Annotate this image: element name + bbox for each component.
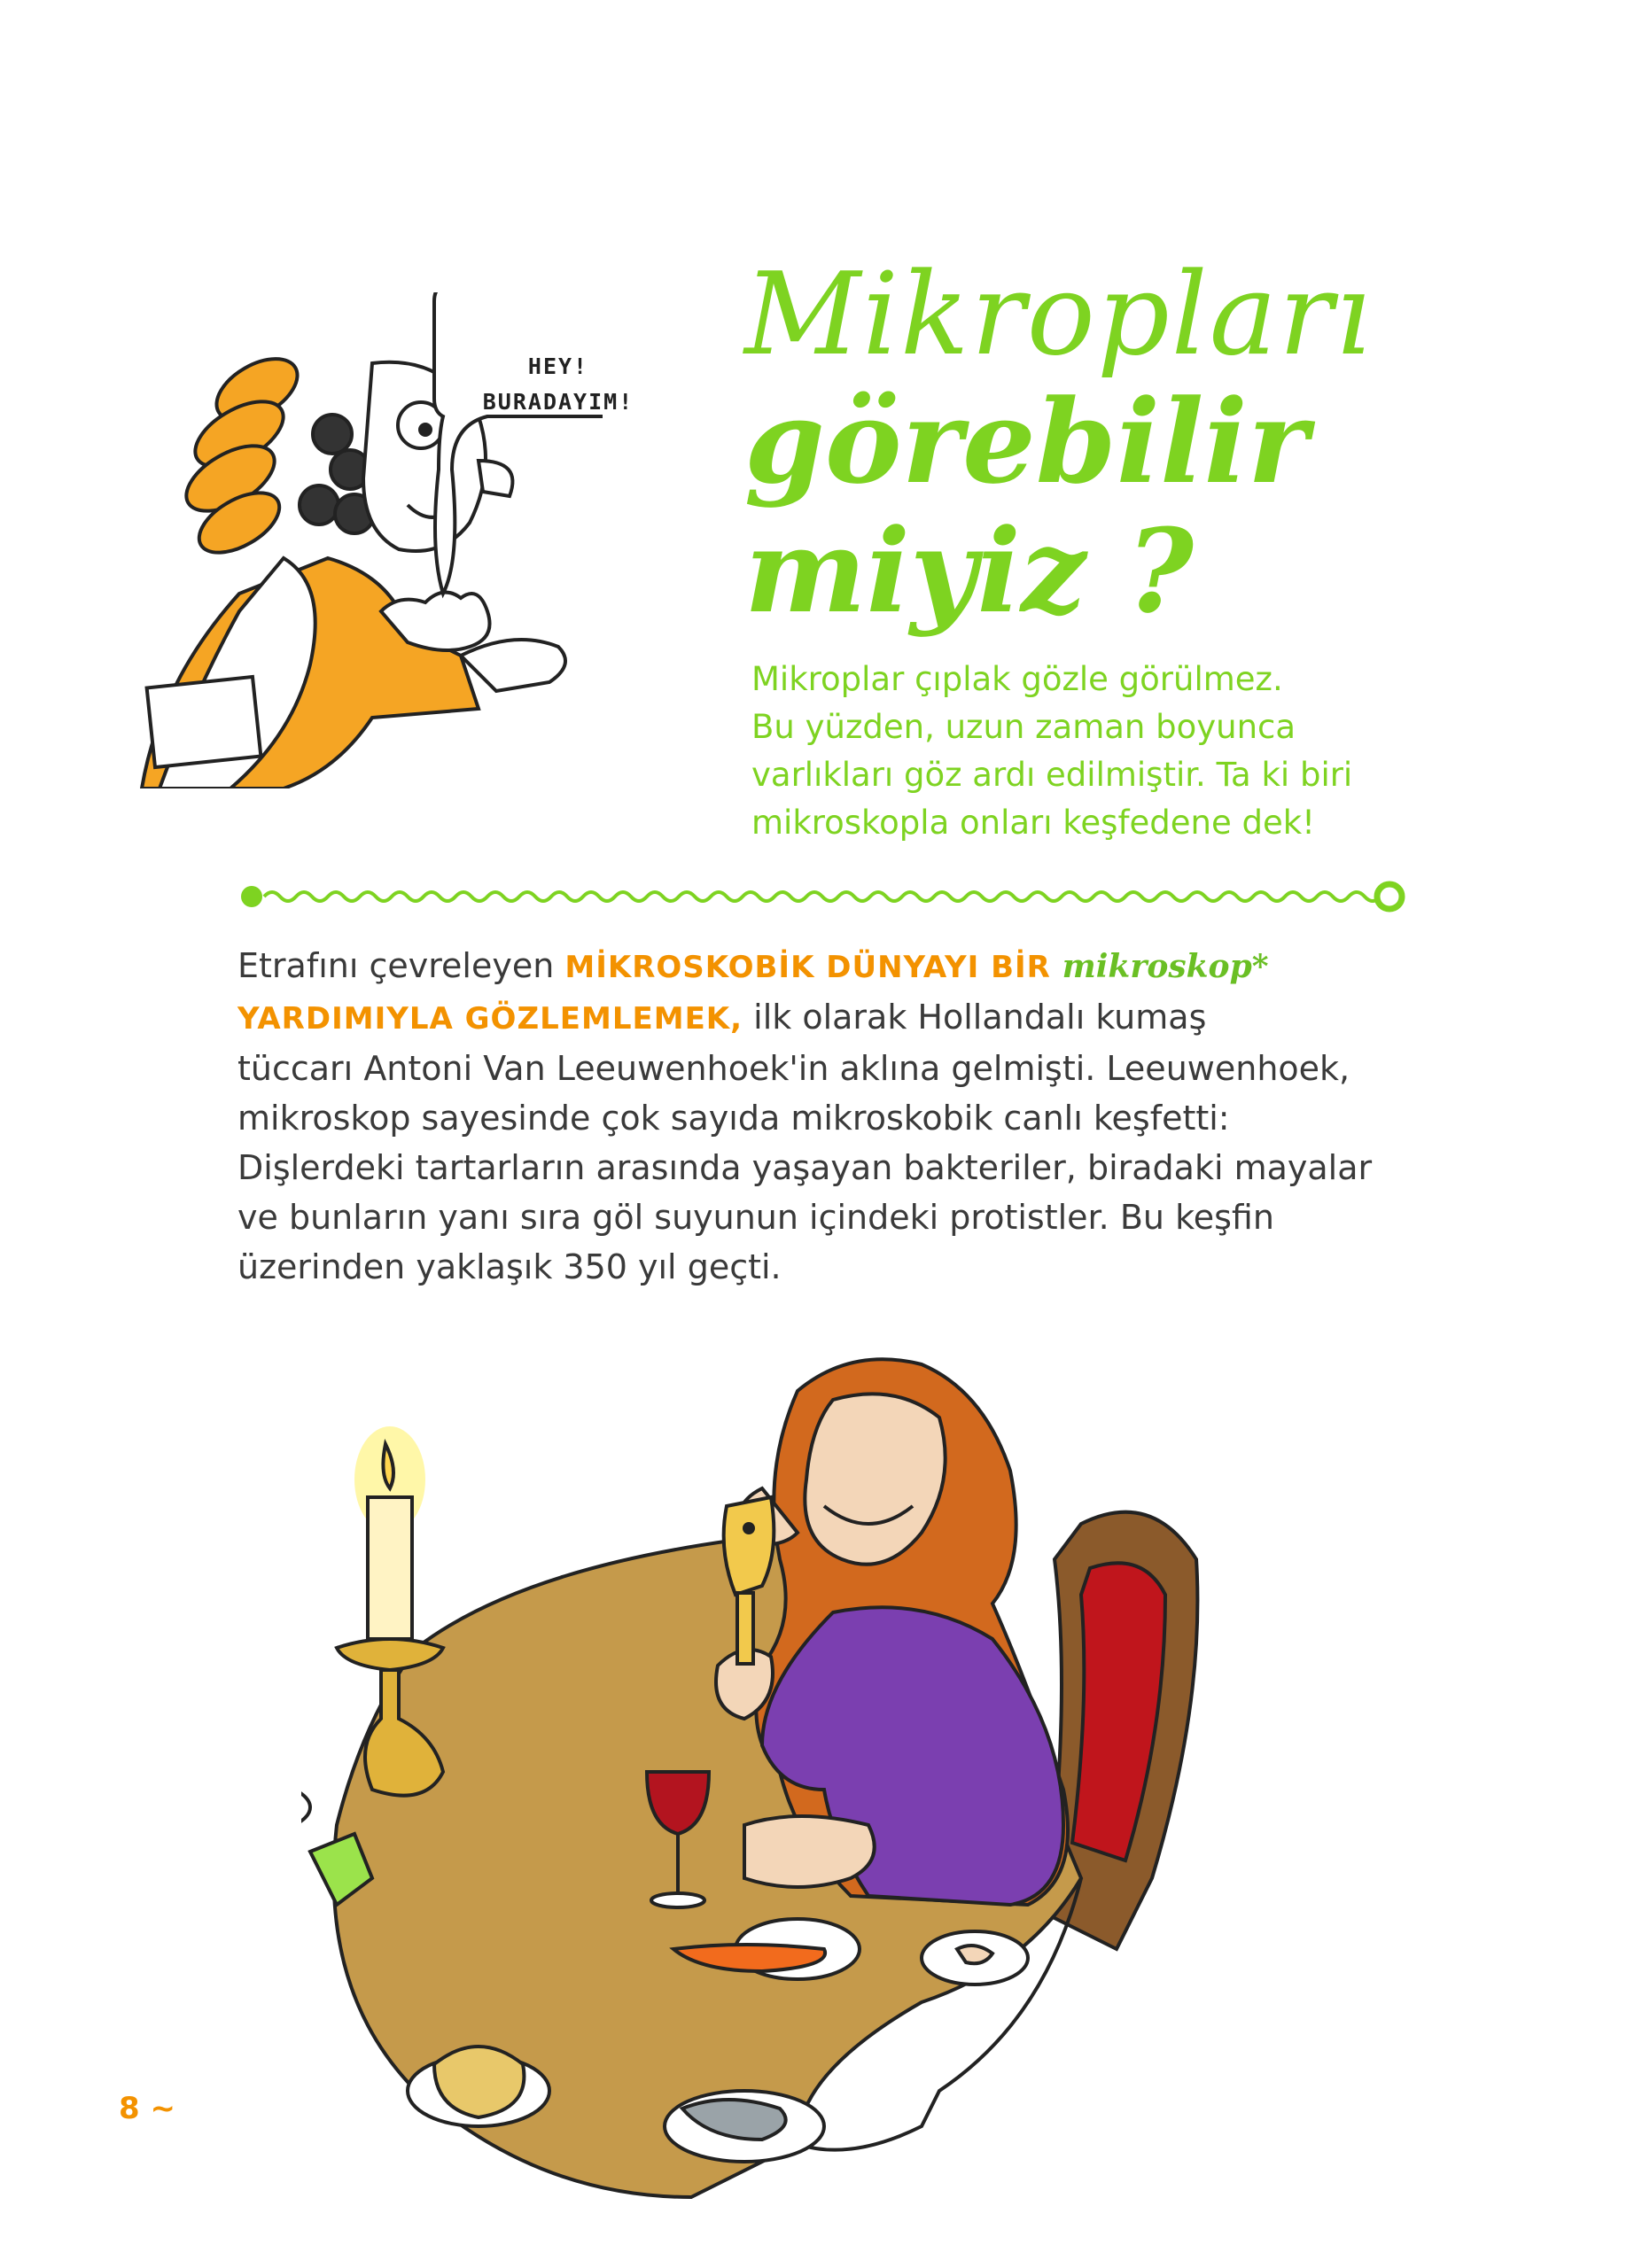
intro-line-2: Bu yüzden, uzun zaman boyunca: [751, 708, 1296, 746]
body-line-7: üzerinden yaklaşık 350 yıl geçti.: [237, 1247, 782, 1286]
intro-paragraph: [751, 656, 1425, 847]
intro-line-1: Mikroplar çıplak gözle görülmez.: [751, 660, 1283, 698]
intro-line-4: mikroskopla onları keşfedene dek!: [751, 804, 1315, 842]
body-line-4: mikroskop sayesinde çok sayıda mikroskobik canlı keşfetti:: [237, 1099, 1230, 1138]
title-line-2: görebilir: [744, 374, 1309, 509]
highlight-text-1: MİKROSKOBİK DÜNYAYI BİR: [564, 950, 1062, 985]
speech-bubble-line-2: BURADAYIM!: [482, 389, 634, 415]
speech-bubble-line-1: HEY!: [527, 353, 589, 379]
scientist-at-table-illustration: [301, 1329, 1276, 2215]
body-line-3: tüccarı Antoni Van Leeuwenhoek'in aklına gelmişti. Leeuwenhoek,: [237, 1049, 1350, 1088]
highlight-text-2: YARDIMIYLA GÖZLEMLEMEK,: [237, 1001, 743, 1037]
divider-dot-icon: [241, 886, 262, 907]
body-lead: Etrafını çevreleyen: [237, 946, 565, 985]
title-line-1: Mikropları: [744, 249, 1374, 381]
body-after-highlight: ilk olarak Hollandalı kumaş: [743, 998, 1207, 1037]
title-line-3: miyiz ?: [744, 503, 1195, 639]
speech-bubble-text: [454, 349, 663, 420]
body-line-6: ve bunların yanı sıra göl suyunun içindeki protistler. Bu keşfin: [237, 1198, 1274, 1237]
intro-line-3: varlıkları göz ardı edilmiştir. Ta ki biri: [751, 756, 1353, 794]
body-paragraph: [237, 941, 1425, 1292]
coat-icon: [142, 558, 565, 788]
page-title: [744, 249, 1631, 639]
wavy-divider: [237, 877, 1416, 916]
candle-icon: [337, 1426, 443, 1796]
page-number: 8 ~: [119, 2091, 175, 2126]
divider-wave-icon: [264, 892, 1381, 901]
body-line-1: [237, 941, 1425, 992]
body-line-5: Dişlerdeki tartarların arasında yaşayan bakteriler, biradaki mayalar: [237, 1148, 1373, 1187]
wig-icon: [175, 346, 374, 565]
glossary-term: mikroskop*: [1062, 948, 1269, 985]
divider-ring-icon: [1377, 884, 1402, 909]
body-line-2: [237, 992, 1425, 1044]
